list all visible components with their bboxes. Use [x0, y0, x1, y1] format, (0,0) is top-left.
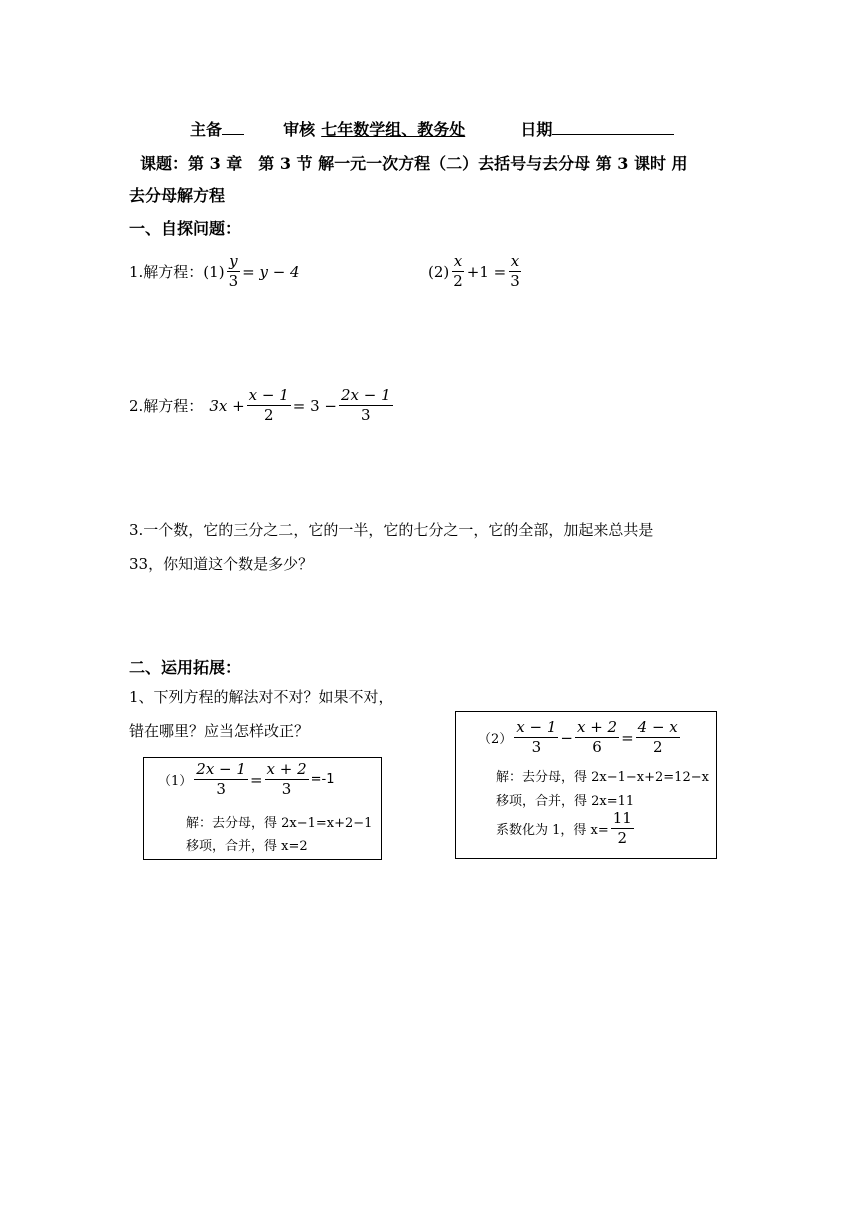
box2-step-3 — [496, 811, 636, 846]
q1-eq2-label: (2) — [428, 262, 450, 281]
box2-step-1: 解：去分母，得 2x−1−x+2=12−x — [496, 770, 709, 785]
box1-fraction-1 — [194, 762, 248, 797]
q1-prefix: 1.解方程：(1) — [129, 263, 225, 281]
box1-frac2-numerator: x + 2 — [266, 760, 307, 778]
box2-equals: = — [621, 728, 634, 747]
box2-fraction-3 — [636, 720, 680, 755]
zhubei-blank — [222, 119, 244, 135]
question-2 — [129, 388, 395, 423]
section2-intro-line-1: 1、下列方程的解法对不对？如果不对， — [129, 688, 394, 706]
q2-frac1-denominator: 2 — [263, 406, 274, 424]
q1-eq2-denominator-1: 2 — [453, 272, 463, 290]
box1-frac1-denominator: 3 — [216, 780, 226, 798]
q1-eq2-mid: +1 = — [466, 262, 507, 281]
q2-frac2-denominator: 3 — [361, 406, 371, 424]
q1-eq2-fraction-2 — [508, 254, 522, 289]
box2-frac2-denominator: 6 — [592, 738, 602, 756]
q1-eq1-fraction — [227, 254, 241, 289]
box2-minus: − — [560, 728, 573, 747]
box1-frac2-denominator: 3 — [281, 780, 292, 798]
box2-answer-denominator: 2 — [617, 829, 628, 847]
solution-box-1 — [143, 757, 382, 860]
box1-frac1-numerator: 2x − 1 — [196, 760, 246, 778]
box1-fraction-2 — [265, 762, 309, 797]
q1-eq1-numerator: y — [229, 252, 238, 270]
topic-line-2: 去分母解方程 — [129, 186, 226, 205]
section2-intro-line-2: 错在哪里？应当怎样改正？ — [129, 722, 310, 740]
box1-step-1: 解：去分母，得 2x−1=x+2−1 — [186, 816, 373, 831]
q2-prefix: 2.解方程： — [129, 397, 204, 415]
riqi-blank — [552, 119, 674, 135]
riqi-label: 日期 — [520, 120, 553, 139]
q1-eq2-denominator-2: 3 — [510, 272, 520, 290]
q1-eq1-denominator: 3 — [228, 272, 239, 290]
section2-title: 二、运用拓展： — [129, 658, 242, 677]
q2-fraction-2 — [339, 388, 393, 423]
q2-mid: = 3 − — [292, 396, 337, 415]
box2-label: （2） — [478, 732, 513, 747]
solution-box-2 — [455, 711, 717, 859]
box2-frac1-denominator: 3 — [531, 738, 542, 756]
q2-fraction-1 — [247, 388, 291, 423]
box2-frac1-numerator: x − 1 — [516, 718, 557, 736]
shenhe-label: 审核 — [283, 120, 316, 139]
box2-equation — [478, 720, 682, 755]
box2-answer-fraction — [611, 811, 634, 846]
q1-eq1-rest: = y − 4 — [242, 262, 300, 281]
section1-title: 一、自探问题： — [129, 219, 242, 238]
box2-step-2: 移项，合并，得 2x=11 — [496, 794, 635, 809]
q2-frac2-numerator: 2x − 1 — [340, 386, 391, 404]
shenhe-value: 七年数学组、教务处 — [321, 120, 466, 139]
box1-step-2: 移项，合并，得 x=2 — [186, 839, 308, 854]
box2-frac2-numerator: x + 2 — [576, 718, 618, 736]
box1-equals: = — [249, 770, 263, 789]
box1-equation — [158, 762, 334, 797]
q2-lead: 3x + — [209, 396, 245, 415]
zhubei-label: 主备 — [190, 120, 223, 139]
question-3-line-1: 3.一个数，它的三分之二，它的一半，它的七分之一，它的全部，加起来总共是 — [129, 521, 654, 539]
header-line — [190, 117, 674, 140]
box2-frac3-denominator: 2 — [652, 738, 663, 756]
box1-label: （1） — [158, 774, 193, 789]
box2-fraction-1 — [514, 720, 558, 755]
question-3-line-2: 33，你知道这个数是多少？ — [129, 555, 314, 573]
q1-eq2-numerator-1: x — [453, 252, 463, 270]
box2-fraction-2 — [575, 720, 619, 755]
question-1 — [129, 254, 300, 289]
topic-line-1: 课题：第 3 章 第 3 节 解一元一次方程（二）去括号与去分母 第 3 课时 用 — [140, 154, 688, 173]
q2-frac1-numerator: x − 1 — [248, 386, 289, 404]
box2-step3-prefix: 系数化为 1，得 x= — [496, 823, 609, 838]
question-1-part-2 — [428, 254, 524, 289]
box2-frac3-numerator: 4 − x — [637, 718, 678, 736]
box2-answer-numerator: 11 — [612, 809, 632, 827]
q1-eq2-fraction-1 — [451, 254, 465, 289]
q1-eq2-numerator-2: x — [510, 252, 520, 270]
box1-tail: =-1 — [310, 772, 335, 787]
